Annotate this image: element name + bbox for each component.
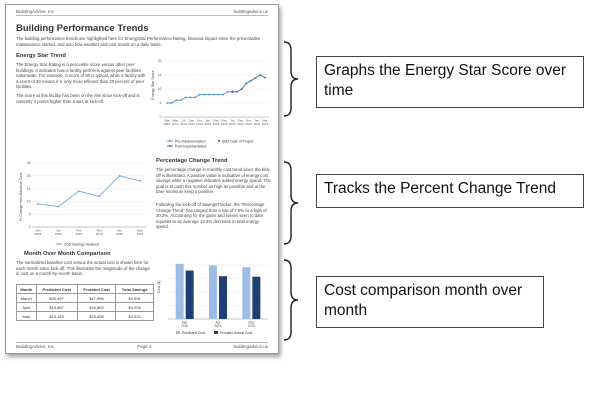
- mom-paragraph: The normalized baseline cost versus the actual cost is shown here for each month since kick-off. This illustrates the magnitude of the change in cost on a month-by-month basis.: [16, 260, 150, 277]
- page-title: Building Performance Trends: [16, 23, 149, 34]
- energy-star-heading: Energy Star Trend: [16, 53, 66, 59]
- legend-start-date: [218, 139, 254, 143]
- legend-predicted-cost: Predicted Cost: [182, 330, 205, 335]
- x-tick-label: May 2016: [136, 228, 144, 236]
- y-tick-label: 0: [28, 225, 31, 230]
- bar: [176, 264, 184, 319]
- data-point: [57, 206, 59, 208]
- data-point: [250, 80, 252, 82]
- svg-text:Start Date of Project: Start Date of Project: [222, 139, 254, 144]
- legend-cost-savings-variance: Cost Savings Variance: [64, 242, 100, 247]
- cost-comparison-legend: [176, 331, 252, 335]
- energy-star-legend: [167, 139, 254, 148]
- data-point: [203, 94, 205, 96]
- cell-month: May: [17, 312, 37, 321]
- x-tick-label: Jan 2016: [253, 118, 261, 126]
- y-tick-label: 20: [157, 59, 162, 64]
- header-website: buildingadvice.us: [233, 9, 268, 14]
- percent-change-heading: Percentage Change Trend: [156, 158, 228, 164]
- bar: [252, 277, 260, 319]
- cost-comparison-table: [16, 284, 154, 321]
- cell-prorated: $15,863: [77, 303, 116, 312]
- header-company: BuildingAdvice, Inc.: [16, 9, 56, 14]
- mom-heading: Month Over Month Comparison: [24, 251, 111, 257]
- cell-prorated: $15,658: [77, 312, 116, 321]
- page-header: [16, 9, 268, 16]
- percent-change-y-label: % Change from Baseline Cost: [19, 172, 23, 222]
- data-point: [199, 94, 201, 96]
- y-tick-label: 25: [26, 161, 31, 166]
- data-point: [259, 74, 261, 76]
- x-tick-label: Nov 2015: [245, 118, 253, 126]
- bar: [209, 265, 217, 319]
- data-point: [78, 190, 80, 192]
- data-point: [171, 102, 173, 104]
- energy-star-y-label: Energy Star Score: [151, 70, 155, 100]
- table-row: [17, 303, 154, 312]
- x-tick-label: May 2015: [220, 118, 228, 126]
- x-tick-label: Mar 2016: [95, 228, 103, 236]
- col-total-savings: Total Savings: [116, 285, 154, 294]
- data-point: [98, 195, 100, 197]
- bar: [219, 276, 227, 319]
- percent-change-paragraph-2: Following the kick-off of SavingsTracker, the "Percentage Change Trend" has ranged from a low of 7.9% to a high of 20.2%. Accounting for the gains and losses seen to date equates to an average 13.3% decrease in total energy spend.: [156, 202, 267, 230]
- cost-y-label: Cost ($): [157, 280, 161, 294]
- energy-star-paragraph-2: The score at this facility has been on the rise since kick-off and is currently 4 points higher than it was at kick-off.: [16, 93, 140, 104]
- post-implementation-line: [232, 75, 265, 92]
- legend-post-implementation: [167, 144, 207, 148]
- data-point: [222, 94, 224, 96]
- data-point: [213, 94, 215, 96]
- y-tick-label: 5: [28, 212, 31, 217]
- col-month: Month: [17, 285, 37, 294]
- cell-savings: $3,524: [116, 312, 154, 321]
- data-point: [255, 77, 257, 79]
- svg-text:Post-Implementation: Post-Implementation: [175, 144, 208, 149]
- y-tick-label: 20: [26, 174, 31, 178]
- cost-savings-variance-line: [38, 176, 140, 207]
- svg-text:Pre-Implementation: Pre-Implementation: [175, 139, 206, 144]
- legend-prorated-actual-cost: Prorated Actual Cost: [220, 330, 253, 335]
- y-tick-label: 10: [157, 87, 162, 92]
- legend-prorated-swatch: [214, 331, 218, 334]
- bar: [186, 271, 194, 319]
- x-tick-label: Mar 2016: [261, 118, 269, 126]
- callout-percent-change: Tracks the Percent Change Trend: [316, 174, 584, 208]
- x-tick-label: Jul 2015: [228, 118, 236, 126]
- data-point: [180, 99, 182, 101]
- brace-energy-star: [282, 40, 302, 118]
- cell-month: April: [17, 303, 37, 312]
- x-tick-label: Sep 2015: [237, 118, 244, 126]
- x-tick-label: Mar 2015: [212, 118, 220, 126]
- x-tick-label: Jan 2015: [204, 118, 212, 126]
- data-point: [166, 102, 168, 104]
- y-tick-label: 0: [159, 115, 162, 120]
- cell-predicted: $19,887: [36, 303, 77, 312]
- table-row: [17, 294, 154, 303]
- col-predicted-cost: Predicted Cost: [36, 285, 77, 294]
- cell-savings: $2,501: [116, 294, 154, 303]
- data-point: [139, 180, 141, 182]
- y-tick-label: 5: [159, 101, 162, 106]
- legend-predicted-swatch: [176, 331, 180, 334]
- callout-energy-star: Graphs the Energy Star Score over time: [316, 56, 584, 108]
- x-tick-label: Mar 2014: [163, 118, 171, 126]
- data-point: [175, 99, 177, 101]
- x-tick-label: Sep 2014: [188, 118, 195, 126]
- data-point: [245, 83, 247, 85]
- x-tick-label: May 2014: [171, 118, 179, 126]
- x-tick-label: Dec 2015: [34, 228, 42, 236]
- y-tick-label: 15: [26, 186, 31, 191]
- cell-savings: $4,024: [116, 303, 154, 312]
- energy-star-paragraph-1: The Energy Star Rating is a percentile score versus other peer buildings. It indicates how a facility performs against peer facilities nationwide. For example, a score of 50 is typical, while a facility with a score of 30 means it is only more efficient than 30 percent of peer facilities.: [16, 62, 146, 90]
- legend-pre-implementation: [167, 139, 206, 143]
- data-point: [189, 97, 191, 99]
- page-footer: [16, 342, 268, 349]
- bar: [242, 267, 250, 319]
- cost-comparison-chart: [154, 257, 272, 339]
- intro-paragraph: The building performance trends are highlighted here for EnergyStar Performance Rating, financial impact since the preventative maintenance started, and also how weather and cost trends on a daily basis.: [16, 36, 261, 47]
- x-tick-label: Feb 2016: [75, 228, 83, 236]
- cell-prorated: $17,956: [77, 294, 116, 303]
- data-point: [185, 97, 187, 99]
- data-point: [227, 91, 229, 93]
- x-tick-label: Nov 2014: [196, 118, 204, 126]
- footer-company: BuildingAdvice, Inc.: [16, 344, 56, 349]
- table-row: [17, 312, 154, 321]
- cell-month: March: [17, 294, 37, 303]
- data-point: [119, 175, 121, 177]
- data-point: [241, 88, 243, 90]
- data-point: [264, 77, 266, 79]
- x-tick-label: Mar 2016: [181, 320, 189, 328]
- x-tick-label: Apr 2016: [116, 228, 123, 236]
- percent-change-chart: [16, 157, 150, 251]
- footer-website: buildingadvice.us: [233, 344, 268, 349]
- cell-predicted: $20,457: [36, 294, 77, 303]
- x-tick-label: Apr 2016: [214, 320, 222, 328]
- y-tick-label: 10: [26, 199, 31, 204]
- callout-cost-comparison: Cost comparison month over month: [316, 276, 544, 328]
- brace-cost-comparison: [282, 258, 302, 342]
- percent-change-paragraph-1: The percentage change in monthly cost trend since the kick-off is illustrated. A positive value is indicative of energy cost savings while a negative indicates added energy spend. The goal is to push this number as high as possible and at the bare minimum keep it positive.: [156, 167, 271, 195]
- x-tick-label: May 2016: [247, 320, 255, 328]
- footer-page-number: Page 3: [137, 344, 152, 349]
- data-point: [208, 94, 210, 96]
- table-header-row: [17, 285, 154, 294]
- start-date-marker: [231, 90, 234, 93]
- brace-percent-change: [282, 160, 302, 246]
- energy-star-chart: [149, 55, 273, 151]
- data-point: [37, 203, 39, 205]
- y-tick-label: 15: [157, 73, 162, 78]
- data-point: [217, 94, 219, 96]
- report-page: [5, 4, 279, 354]
- data-point: [236, 91, 238, 93]
- x-tick-label: Jan 2016: [55, 228, 62, 236]
- pre-implementation-line: [167, 92, 232, 103]
- x-tick-label: Jul 2014: [179, 118, 187, 126]
- cell-predicted: $19,183: [36, 312, 77, 321]
- percent-change-legend: [56, 242, 99, 246]
- data-point: [194, 97, 196, 99]
- col-prorated-cost: Prorated Cost: [77, 285, 116, 294]
